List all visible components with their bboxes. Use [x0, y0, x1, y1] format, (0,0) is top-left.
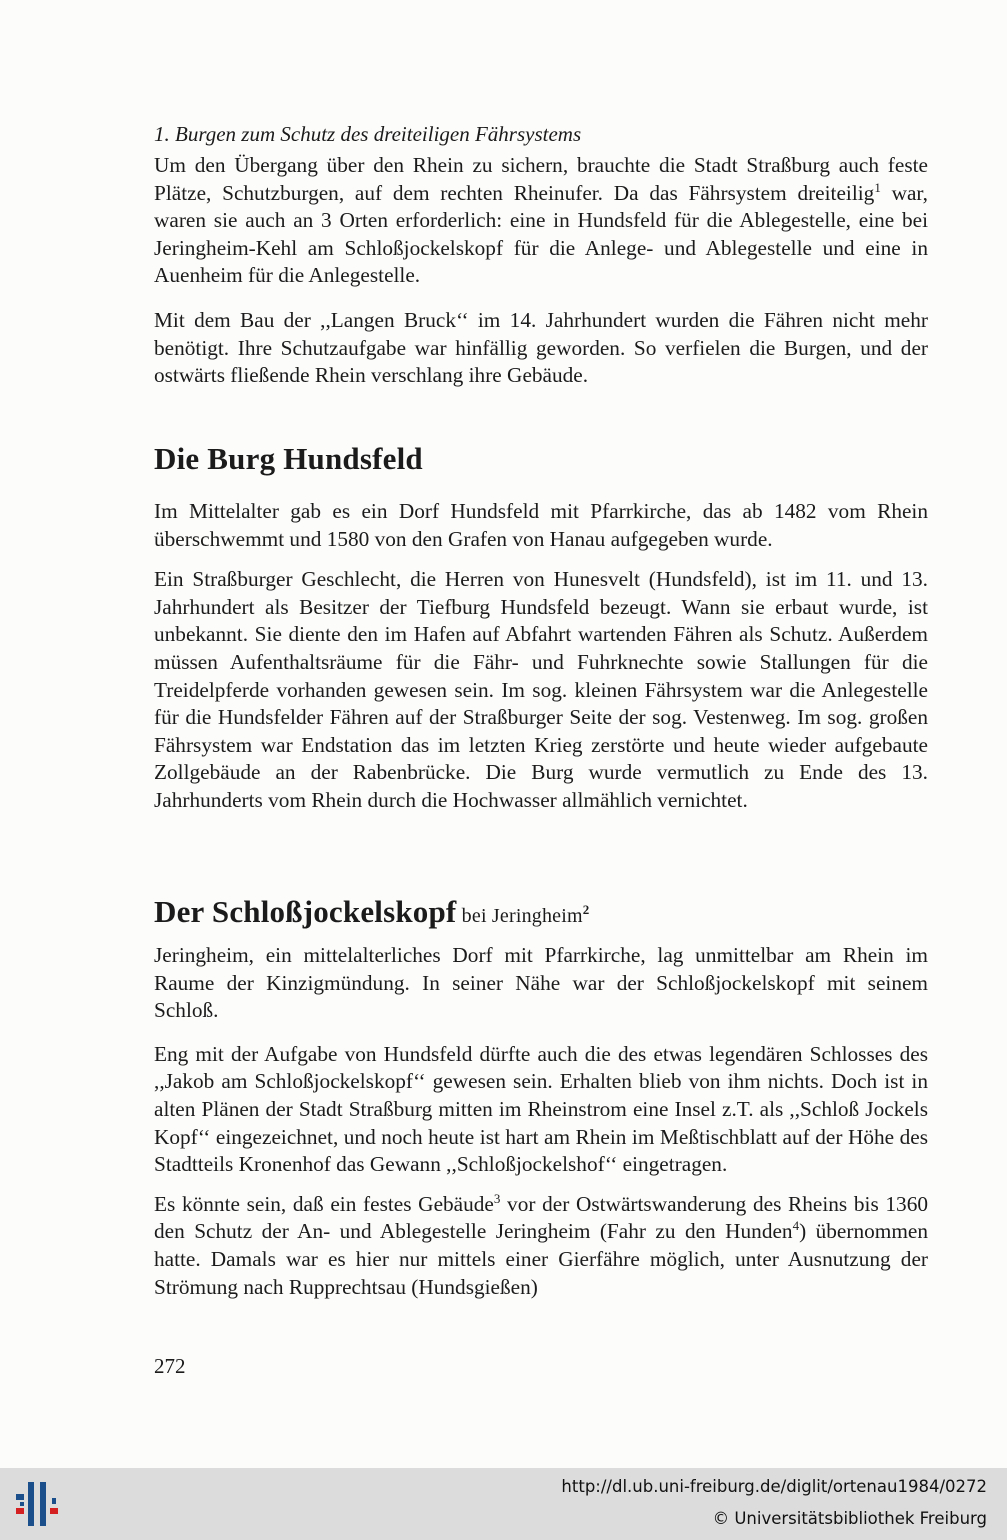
paragraph: Ein Straßburger Geschlecht, die Herren von Hunesvelt (Hundsfeld), ist im 11. und 13. Jahrhundert als Besitzer der Tiefburg Hundsfeld bezeugt. Wann sie erbaut wurde, ist unbekannt. Sie diente den im Hafen auf Abfahrt wartenden Fähren als Schutz. Außerdem müssen Aufenthaltsräume für die Fähr- und Fuhrknechte sowie Stallungen für die Treidelpferde vorhanden gewesen sein. Im sog. kleinen Fährsystem war die Anlegestelle für die Hundsfelder Fähren auf der Straßburger Seite der sog. Vestenweg. Im sog. großen Fährsystem war Endstation das im letzten Krieg zerstörte und heute wieder aufgebaute Zollgebäude an der Rabenbrücke. Die Burg wurde vermutlich zu Ende des 13. Jahrhunderts vom Rhein durch die Hochwasser allmählich vernichtet.	[154, 567, 928, 812]
section-2-text	[154, 498, 928, 815]
paragraph: Es könnte sein, daß ein festes Gebäude$^3$ vor der Ostwärtswanderung des Rheins bis 1360 den Schutz der An- und Ablegestelle Jeringheim (Fahr zu den Hunden$^4$) übernommen hatte. Damals war es hier nur mittels einer Gierfähre möglich, unter Ausnutzung der Strömung nach Rupprechtsau (Hundsgießen)	[154, 1190, 928, 1299]
heading-schlossjockelskopf: Der Schloßjockelskopf bei Jeringheim$^2$	[154, 894, 590, 929]
footnote-ref[interactable]: 4	[792, 1218, 800, 1234]
document-url-link[interactable]: http://dl.ub.uni-freiburg.de/diglit/ortenau1984/0272	[561, 1477, 987, 1496]
footnote-ref[interactable]: 3	[493, 1190, 501, 1206]
page-number: 272	[154, 1354, 186, 1378]
footnote-ref[interactable]: 2	[582, 902, 590, 917]
footnote-ref[interactable]: 1	[874, 179, 881, 195]
paragraph: Jeringheim, ein mittelalterliches Dorf mit Pfarrkirche, lag unmittelbar am Rhein im Raume der Kinzigmündung. In seiner Nähe war der Schloßjockelskopf mit seinem Schloß.	[154, 943, 928, 1023]
paragraph: Um den Übergang über den Rhein zu sichern, brauchte die Stadt Straßburg auch feste Plätze, Schutzburgen, auf dem rechten Rheinufer. Da das Fährsystem dreiteilig$^1$ war, waren sie auch an 3 Orten erforderlich: eine in Hundsfeld für die Ablegestelle, eine bei Jeringheim-Kehl am Schloßjockelskopf für die Anlege- und Ablegestelle und eine in Auenheim für die Anlegestelle.	[154, 153, 928, 288]
paragraph: Im Mittelalter gab es ein Dorf Hundsfeld mit Pfarrkirche, das ab 1482 vom Rhein überschwemmt und 1580 von den Grafen von Hanau aufgegeben wurde.	[154, 499, 928, 551]
ub-freiburg-logo-icon[interactable]	[10, 1476, 66, 1532]
heading-burg-hundsfeld: Die Burg Hundsfeld	[154, 441, 423, 476]
paragraph: Mit dem Bau der ,,Langen Bruck‘‘ im 14. Jahrhundert wurden die Fähren nicht mehr benötigt. Ihre Schutzaufgabe war hinfällig geworden. So verfielen die Burgen, und der ostwärts fließende Rhein verschlang ihre Gebäude.	[154, 307, 928, 388]
section-subheading: 1. Burgen zum Schutz des dreiteiligen Fährsystems	[154, 122, 582, 146]
section-3-text	[154, 942, 928, 1301]
section-1-text	[154, 152, 928, 390]
footer-bar	[0, 1468, 1007, 1540]
copyright-notice: © Universitätsbibliothek Freiburg	[712, 1509, 987, 1528]
paragraph: Eng mit der Aufgabe von Hundsfeld dürfte auch die des etwas legendären Schlosses des ,,Jakob am Schloßjockelskopf‘‘ gewesen sein. Erhalten blieb von ihm nichts. Doch ist in alten Plänen der Stadt Straßburg mitten im Rheinstrom eine Insel z.T. als ,,Schloß Jockels Kopf‘‘ eingezeichnet, und noch heute ist hart am Rhein im Meßtischblatt auf der Höhe des Stadtteils Kronenhof das Gewann ,,Schloßjockelshof‘‘ eingetragen.	[154, 1041, 928, 1177]
